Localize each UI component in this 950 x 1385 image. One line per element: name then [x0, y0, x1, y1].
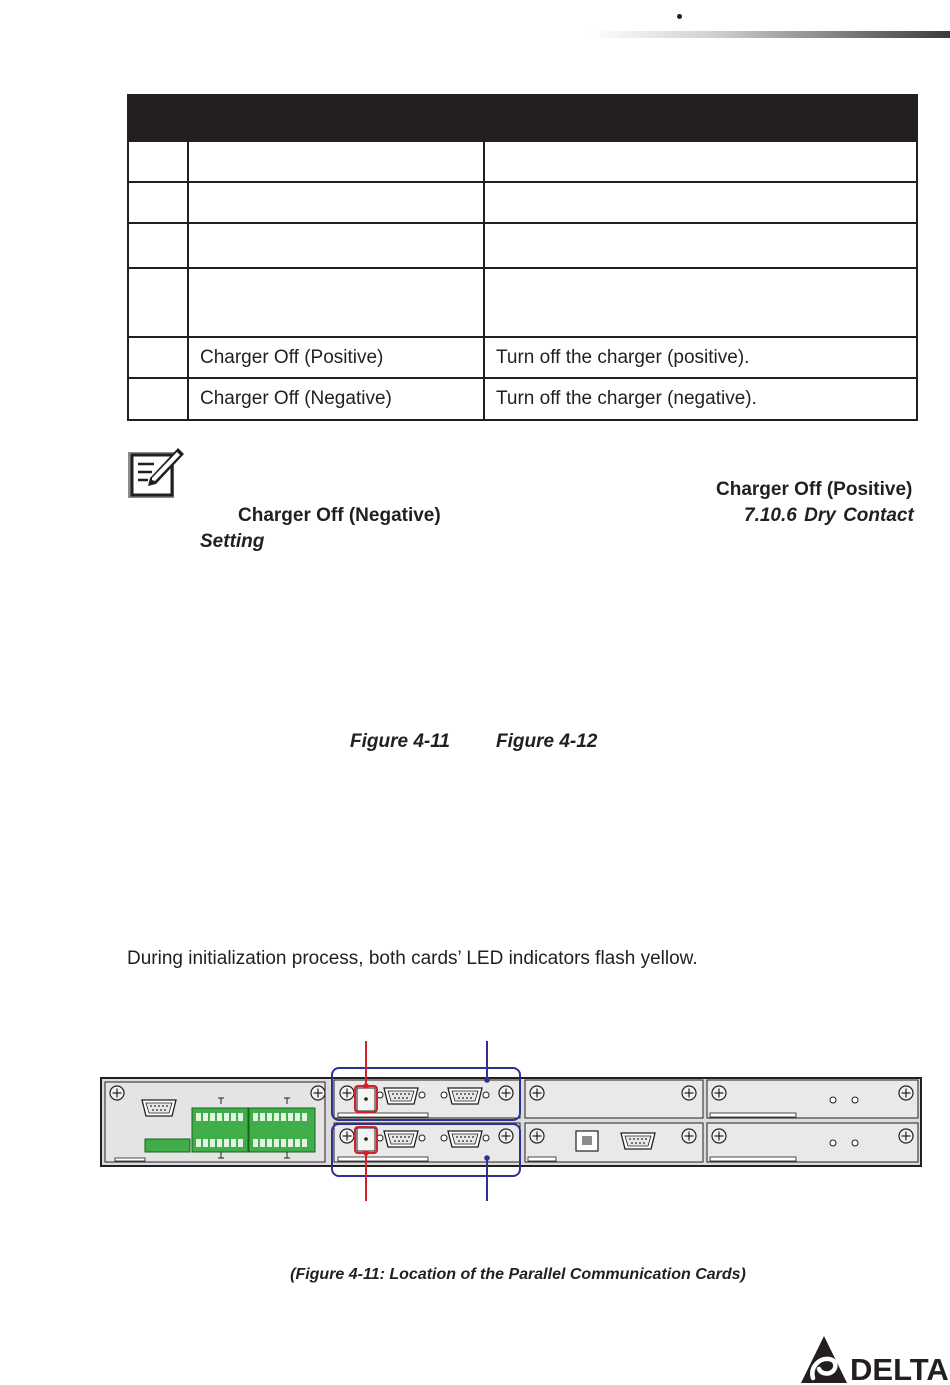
parallel-communication-card-diagram — [98, 1038, 924, 1206]
cell-pin — [128, 268, 188, 337]
table-row — [128, 268, 917, 337]
header-gradient-bar — [590, 31, 950, 38]
initialization-paragraph: During initialization process, both cards’ LED indicators flash yellow. — [127, 948, 698, 969]
cell-description — [484, 223, 917, 268]
table-row — [128, 182, 917, 223]
cell-pin — [128, 182, 188, 223]
figure-ref-4-12: Figure 4-12 — [496, 731, 598, 752]
table-row — [128, 337, 917, 378]
cell-description — [484, 268, 917, 337]
note-charger-off-negative: Charger Off (Negative) — [238, 505, 441, 526]
note-pencil-icon — [126, 446, 186, 500]
note-section-ref: 7.10.6 Dry Contact — [744, 505, 914, 526]
note-section-ref-cont: Setting — [200, 531, 265, 552]
table-row — [128, 223, 917, 268]
table-row — [128, 378, 917, 420]
delta-logo — [800, 1334, 950, 1385]
figure-caption: (Figure 4-11: Location of the Parallel Communication Cards) — [290, 1266, 746, 1283]
cell-description: Turn off the charger (negative). — [484, 378, 917, 420]
cell-function: Charger Off (Negative) — [188, 378, 484, 420]
cell-pin — [128, 337, 188, 378]
cell-description — [484, 182, 917, 223]
header-cell-function — [188, 95, 484, 141]
header-cell-pin — [128, 95, 188, 141]
cell-pin — [128, 378, 188, 420]
cell-function — [188, 141, 484, 182]
cell-description — [484, 141, 917, 182]
cell-function — [188, 268, 484, 337]
header-cell-description — [484, 95, 917, 141]
cell-description: Turn off the charger (positive). — [484, 337, 917, 378]
table-row — [128, 141, 917, 182]
header-bullet — [677, 14, 682, 19]
note-charger-off-positive: Charger Off (Positive) — [716, 479, 913, 500]
dry-contact-table — [127, 94, 918, 421]
figure-ref-4-11: Figure 4-11 — [350, 731, 450, 752]
cell-function — [188, 182, 484, 223]
cell-pin — [128, 223, 188, 268]
cell-function — [188, 223, 484, 268]
table-header-row — [128, 95, 917, 141]
cell-pin — [128, 141, 188, 182]
delta-logo-text: DELTA — [850, 1352, 949, 1385]
cell-function: Charger Off (Positive) — [188, 337, 484, 378]
